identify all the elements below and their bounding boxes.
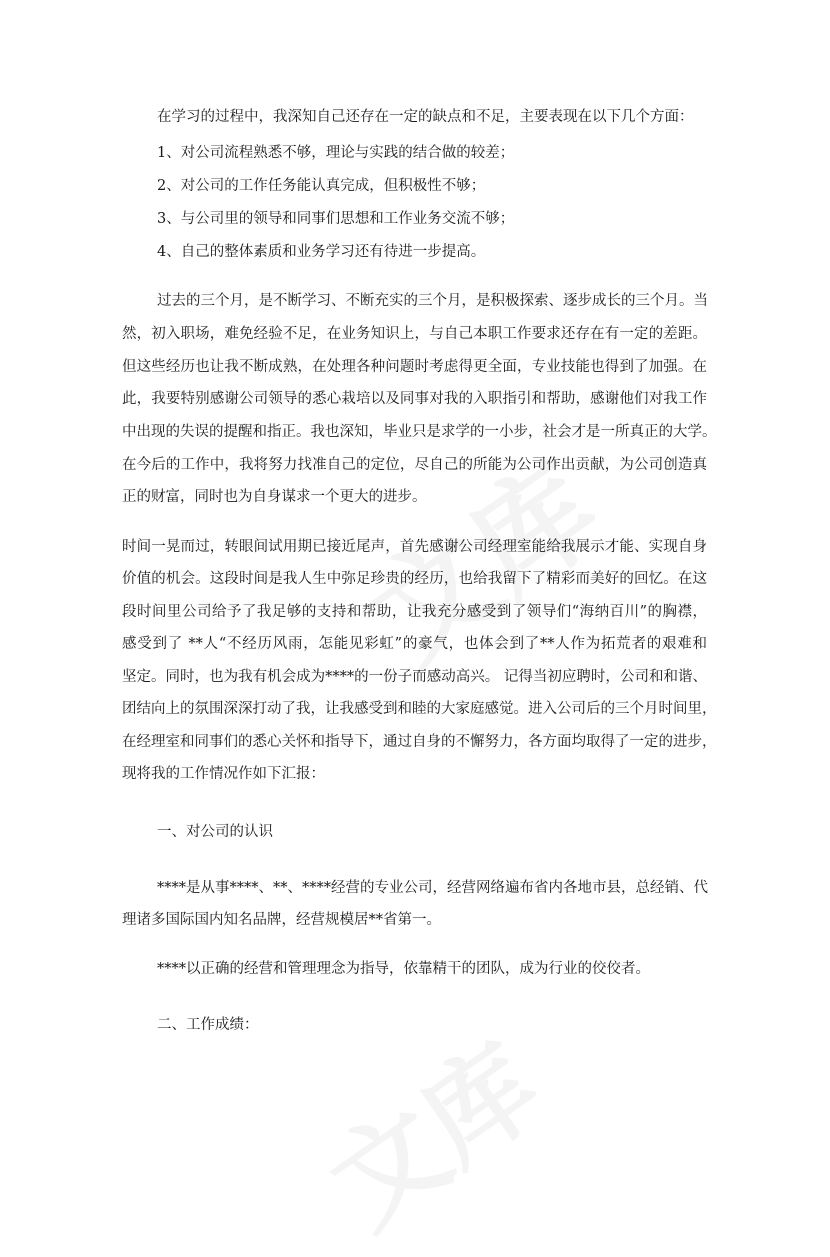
paragraph-line: 过去的三个月，是不断学习、不断充实的三个月，是积极探索、逐步成长的三个月。当 bbox=[157, 293, 708, 309]
paragraph-line: 然，初入职场，难免经验不足，在业务知识上，与自己本职工作要求还存在有一定的差距。 bbox=[122, 326, 707, 342]
paragraph-line: 坚定。同时，也为我有机会成为****的一份子而感动高兴。 记得当初应聘时，公司和和谐、 bbox=[122, 669, 707, 685]
paragraph-line: 但这些经历也让我不断成熟，在处理各种问题时考虑得更全面，专业技能也得到了加强。在 bbox=[122, 359, 707, 375]
paragraph-line: 此，我要特别感谢公司领导的悉心栽培以及同事对我的入职指引和帮助，感谢他们对我工作 bbox=[122, 391, 707, 407]
paragraph-line: 理诸多国际国内知名品牌，经营规模居**省第一。 bbox=[122, 912, 441, 928]
paragraph-line: ****以正确的经营和管理理念为指导，依靠精干的团队，成为行业的佼佼者。 bbox=[157, 961, 650, 977]
watermark bbox=[295, 1001, 566, 1257]
paragraph-line: 在经理室和同事们的悉心关怀和指导下，通过自身的不懈努力，各方面均取得了一定的进步， bbox=[122, 734, 717, 750]
section-heading: 二、工作成绩： bbox=[157, 1017, 259, 1033]
paragraph-line: 现将我的工作情况作如下汇报： bbox=[122, 766, 325, 782]
paragraph-line: 正的财富，同时也为自身谋求一个更大的进步。 bbox=[122, 489, 427, 505]
paragraph-line: 在学习的过程中，我深知自己还存在一定的缺点和不足，主要表现在以下几个方面： bbox=[157, 109, 694, 125]
paragraph-line: 中出现的失误的提醒和指正。我也深知，毕业只是求学的一小步，社会才是一所真正的大学。 bbox=[122, 424, 717, 440]
paragraph-line: 在今后的工作中，我将努力找准自己的定位，尽自己的所能为公司作出贡献，为公司创造真 bbox=[122, 457, 707, 473]
paragraph-line: 团结向上的氛围深深打动了我，让我感受到和睦的大家庭感觉。进入公司后的三个月时间里， bbox=[122, 701, 717, 717]
paragraph-line: 时间一晃而过，转眼间试用期已接近尾声，首先感谢公司经理室能给我展示才能、实现自身 bbox=[122, 539, 707, 555]
list-item: 2、对公司的工作任务能认真完成，但积极性不够； bbox=[157, 178, 486, 194]
paragraph-line: 感受到了 **人“不经历风雨，怎能见彩虹”的豪气，也体会到了**人作为拓荒者的艰难和 bbox=[122, 636, 707, 652]
paragraph-line: ****是从事****、**、****经营的专业公司，经营网络遍布省内各地市县，总经销、代 bbox=[157, 880, 708, 896]
list-item: 1、对公司流程熟悉不够，理论与实践的结合做的较差； bbox=[157, 145, 515, 161]
section-heading: 一、对公司的认识 bbox=[157, 824, 273, 840]
list-item: 4、自己的整体素质和业务学习还有待进一步提高。 bbox=[157, 244, 486, 260]
paragraph-line: 价值的机会。这段时间是我人生中弥足珍贵的经历，也给我留下了精彩而美好的回忆。在这 bbox=[122, 571, 707, 587]
list-item: 3、与公司里的领导和同事们思想和工作业务交流不够； bbox=[157, 211, 515, 227]
paragraph-line: 段时间里公司给予了我足够的支持和帮助，让我充分感受到了领导们“海纳百川”的胸襟， bbox=[122, 604, 707, 620]
